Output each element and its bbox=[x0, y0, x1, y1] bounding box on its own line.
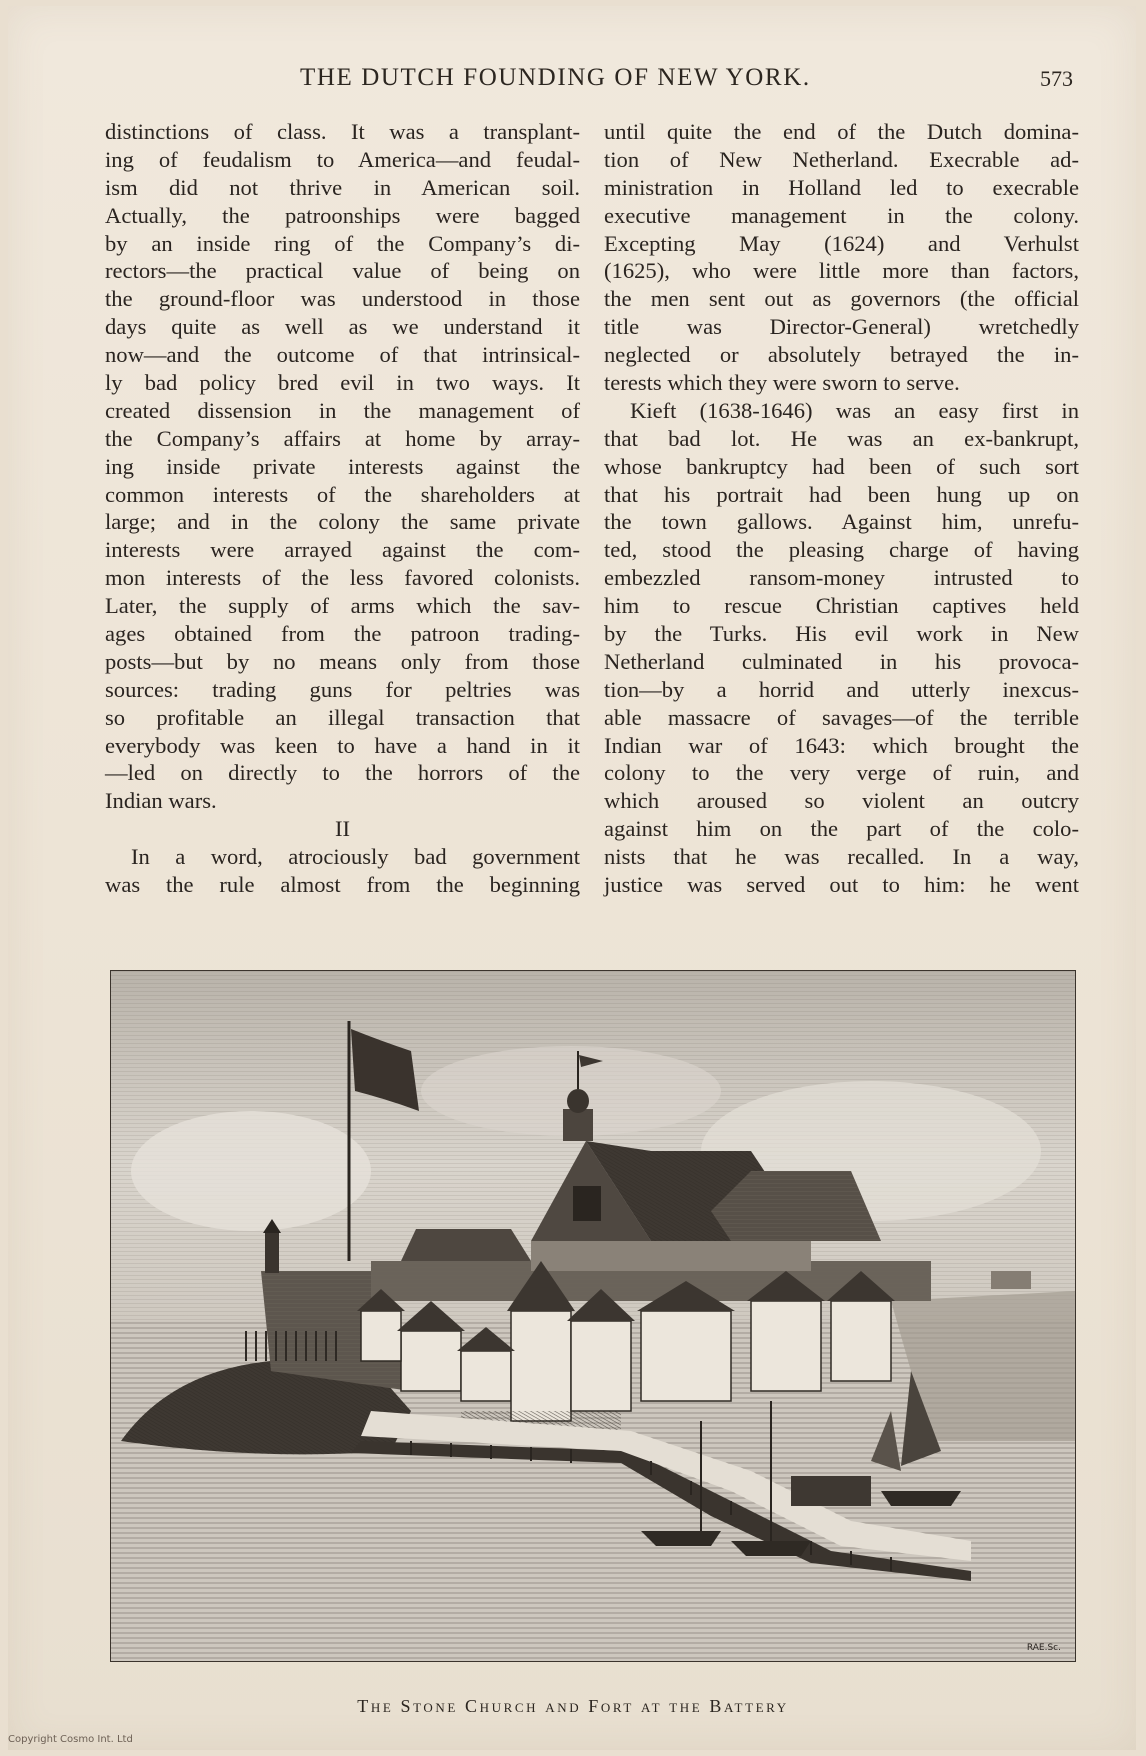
right-column bbox=[604, 118, 1079, 899]
text-line: In a word, atrociously bad government bbox=[131, 844, 580, 870]
text-line: the town gallows. Against him, unrefu- bbox=[604, 509, 1079, 535]
text-line: ism did not thrive in American soil. bbox=[105, 174, 580, 200]
text-line: common interests of the shareholders at bbox=[105, 481, 580, 507]
text-line: sources: trading guns for peltries was bbox=[105, 676, 580, 702]
text-line: terests which they were sworn to serve. bbox=[604, 370, 960, 396]
text-line: nists that he was recalled. In a way, bbox=[604, 844, 1079, 870]
text-line: rectors—the practical value of being on bbox=[105, 258, 580, 284]
text-line: that his portrait had been hung up on bbox=[604, 481, 1079, 507]
text-line: whose bankruptcy had been of such sort bbox=[604, 453, 1079, 479]
text-line: so profitable an illegal transaction that bbox=[105, 704, 580, 730]
text-line: (1625), who were little more than factors, bbox=[604, 258, 1079, 284]
text-line: until quite the end of the Dutch domina- bbox=[604, 119, 1079, 144]
text-line: Actually, the patroonships were bagged bbox=[105, 202, 580, 228]
text-line: —led on directly to the horrors of the bbox=[105, 760, 580, 786]
text-line: ing of feudalism to America—and feudal- bbox=[105, 146, 580, 172]
engraving-drawing bbox=[111, 971, 1075, 1661]
text-line: tion—by a horrid and utterly inexcus- bbox=[604, 676, 1079, 702]
text-line: by the Turks. His evil work in New bbox=[604, 621, 1079, 647]
text-line: Later, the supply of arms which the sav- bbox=[105, 593, 580, 619]
text-line: against him on the part of the colo- bbox=[604, 816, 1079, 842]
text-line: now—and the outcome of that intrinsical- bbox=[105, 342, 580, 368]
text-line: colony to the very verge of ruin, and bbox=[604, 760, 1079, 786]
text-line: large; and in the colony the same private bbox=[105, 509, 580, 535]
text-line: the Company’s affairs at home by array- bbox=[105, 425, 580, 451]
text-line: ly bad policy bred evil in two ways. It bbox=[105, 370, 580, 396]
left-column bbox=[105, 118, 580, 899]
text-line: ing inside private interests against the bbox=[105, 453, 580, 479]
page-number: 573 bbox=[1040, 66, 1073, 91]
copyright-notice: Copyright Cosmo Int. Ltd bbox=[8, 1734, 133, 1745]
text-line: him to rescue Christian captives held bbox=[604, 593, 1079, 619]
text-line: that bad lot. He was an ex-bankrupt, bbox=[604, 425, 1079, 451]
text-line: Kieft (1638-1646) was an easy first in bbox=[630, 397, 1079, 423]
text-line: Netherland culminated in his provoca- bbox=[604, 648, 1079, 674]
text-line: created dissension in the management of bbox=[105, 397, 580, 423]
text-line: by an inside ring of the Company’s di- bbox=[105, 230, 580, 256]
text-line: embezzled ransom-money intrusted to bbox=[604, 565, 1079, 591]
text-line: ages obtained from the patroon trading- bbox=[105, 621, 580, 647]
text-line: everybody was keen to have a hand in it bbox=[105, 732, 580, 758]
text-line: was the rule almost from the beginning bbox=[105, 872, 580, 898]
text-line: days quite as well as we understand it bbox=[105, 314, 580, 340]
text-line: neglected or absolutely betrayed the in- bbox=[604, 342, 1079, 368]
text-line: distinctions of class. It was a transplant- bbox=[105, 119, 580, 144]
section-heading: II bbox=[334, 816, 351, 842]
text-line: Indian war of 1643: which brought the bbox=[604, 732, 1079, 758]
page-header bbox=[0, 64, 1146, 104]
figure-caption: The Stone Church and Fort at the Battery bbox=[357, 1696, 789, 1716]
text-line: executive management in the colony. bbox=[604, 202, 1079, 228]
text-line: justice was served out to him: he went bbox=[604, 872, 1079, 898]
text-line: title was Director-General) wretchedly bbox=[604, 314, 1079, 340]
text-line: posts—but by no means only from those bbox=[105, 648, 580, 674]
engraving-illustration bbox=[110, 970, 1076, 1662]
text-line: ted, stood the pleasing charge of having bbox=[604, 537, 1079, 563]
text-line: which aroused so violent an outcry bbox=[604, 788, 1079, 814]
text-line: the men sent out as governors (the official bbox=[604, 286, 1079, 312]
running-title: THE DUTCH FOUNDING OF NEW YORK. bbox=[300, 64, 811, 91]
text-line: Excepting May (1624) and Verhulst bbox=[604, 230, 1079, 256]
text-line: ministration in Holland led to execrable bbox=[604, 174, 1079, 200]
text-line: Indian wars. bbox=[105, 788, 217, 814]
text-line: able massacre of savages—of the terrible bbox=[604, 704, 1079, 730]
engraver-mark: RAE.Sc. bbox=[1026, 1643, 1061, 1653]
text-line: tion of New Netherland. Execrable ad- bbox=[604, 146, 1079, 172]
text-line: mon interests of the less favored colonists. bbox=[105, 565, 580, 591]
text-line: interests were arrayed against the com- bbox=[105, 537, 580, 563]
text-line: the ground-floor was understood in those bbox=[105, 286, 580, 312]
